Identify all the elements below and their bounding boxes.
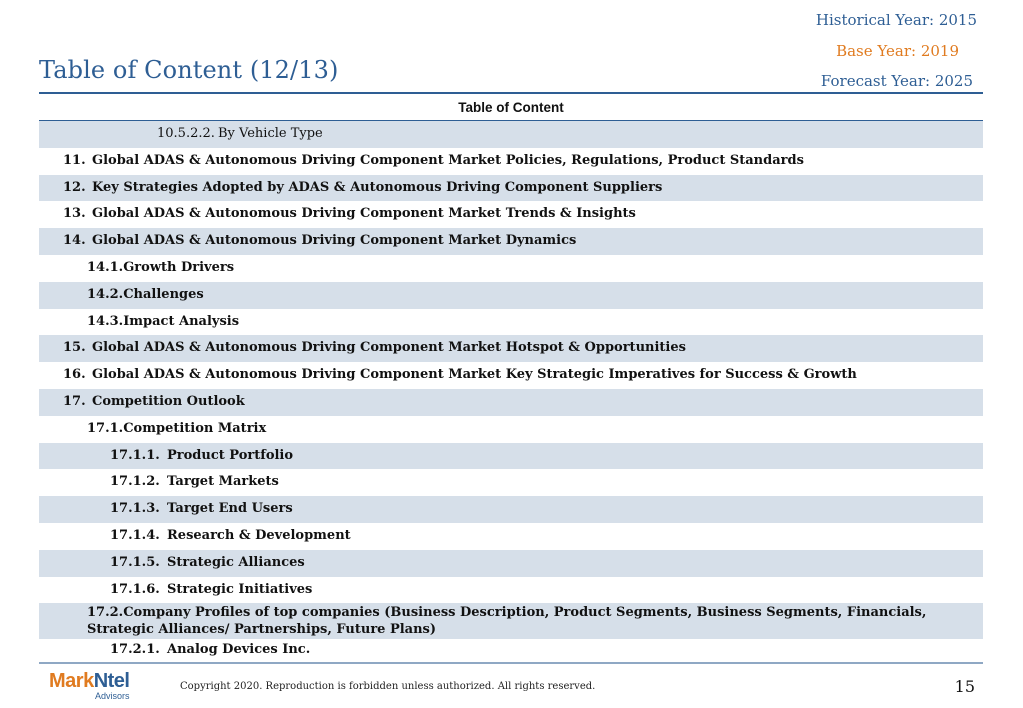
toc-row-number: 17. bbox=[63, 393, 86, 409]
toc-row-text: Target Markets bbox=[167, 474, 279, 490]
toc-row-number: 17.1.2. bbox=[110, 474, 160, 490]
toc-row-text: Product Portfolio bbox=[167, 447, 294, 463]
toc-row bbox=[39, 228, 983, 255]
toc-row-number: 14.1. bbox=[87, 259, 124, 275]
toc-row-text: Key Strategies Adopted by ADAS & Autonomous Driving Component Suppliers bbox=[92, 179, 663, 195]
toc-row-text: Company Profiles of top companies (Business Description, Product Segments, Business Segments, Financials, Strategic Alliances/ Partnerships, Future Plans) bbox=[87, 605, 927, 638]
toc-row bbox=[39, 309, 983, 336]
toc-row-text: Strategic Initiatives bbox=[167, 581, 313, 597]
toc-row-text: Global ADAS & Autonomous Driving Component Market Trends & Insights bbox=[92, 206, 636, 222]
toc-row-text: Global ADAS & Autonomous Driving Component Market Hotspot & Opportunities bbox=[92, 340, 686, 356]
toc-row-text: Global ADAS & Autonomous Driving Component Market Key Strategic Imperatives for Success & Growth bbox=[92, 367, 857, 383]
toc-row-number: 17.1. bbox=[87, 420, 124, 436]
toc-row bbox=[39, 121, 983, 148]
toc-row-number: 11. bbox=[63, 152, 86, 168]
toc-row bbox=[39, 469, 983, 496]
toc-row-text: Global ADAS & Autonomous Driving Component Market Policies, Regulations, Product Standards bbox=[92, 152, 804, 168]
forecast-year: Forecast Year: 2025 bbox=[820, 72, 973, 90]
logo-subtitle: Advisors bbox=[95, 691, 130, 701]
toc-row-number: 17.1.3. bbox=[110, 501, 160, 517]
toc-row bbox=[39, 496, 983, 523]
base-year: Base Year: 2019 bbox=[836, 42, 959, 60]
toc-row-text: Research & Development bbox=[167, 527, 351, 543]
toc-row-number: 17.1.1. bbox=[110, 447, 160, 463]
toc-list bbox=[39, 121, 983, 663]
toc-row bbox=[39, 443, 983, 470]
toc-row bbox=[39, 577, 983, 604]
toc-row-number: 13. bbox=[63, 206, 86, 222]
page-number: 15 bbox=[954, 677, 975, 696]
toc-row bbox=[39, 148, 983, 175]
toc-row-number: 14.2. bbox=[87, 286, 124, 302]
toc-row-number: 12. bbox=[63, 179, 86, 195]
toc-row bbox=[39, 201, 983, 228]
copyright-notice: Copyright 2020. Reproduction is forbidden unless authorized. All rights reserved. bbox=[180, 681, 596, 692]
toc-row-number: 17.1.4. bbox=[110, 527, 160, 543]
toc-heading: Table of Content bbox=[458, 100, 564, 115]
toc-row-text: Growth Drivers bbox=[123, 259, 235, 275]
toc-row-text: Impact Analysis bbox=[123, 313, 240, 329]
toc-row bbox=[39, 550, 983, 577]
toc-row-text: Analog Devices Inc. bbox=[167, 642, 311, 658]
toc-row bbox=[39, 362, 983, 389]
toc-row-text: Global ADAS & Autonomous Driving Component Market Dynamics bbox=[92, 233, 577, 249]
toc-row-text: Strategic Alliances bbox=[167, 554, 305, 570]
toc-row-number: 10.5.2.2. bbox=[157, 126, 215, 141]
toc-row bbox=[39, 335, 983, 362]
toc-row bbox=[39, 603, 983, 639]
toc-row-number: 15. bbox=[63, 340, 86, 356]
logo-wordmark-part2: Ntel bbox=[93, 670, 130, 692]
toc-row bbox=[39, 523, 983, 550]
toc-row-number: 16. bbox=[63, 367, 86, 383]
toc-row-number: 14.3. bbox=[87, 313, 124, 329]
toc-row-number: 17.2.1. bbox=[110, 642, 160, 658]
toc-row-text: Challenges bbox=[123, 286, 204, 302]
toc-row-text: By Vehicle Type bbox=[218, 126, 323, 141]
toc-row bbox=[39, 416, 983, 443]
toc-row-text: Competition Outlook bbox=[92, 393, 245, 409]
toc-row-number: 17.1.6. bbox=[110, 581, 160, 597]
toc-row-number: 17.2. bbox=[87, 605, 124, 621]
footer-divider bbox=[39, 662, 983, 664]
logo-wordmark-part1: Mark bbox=[49, 670, 94, 692]
page-title: Table of Content (12/13) bbox=[39, 56, 339, 84]
toc-row bbox=[39, 389, 983, 416]
toc-row bbox=[39, 175, 983, 202]
markntel-logo bbox=[49, 671, 139, 703]
toc-row bbox=[39, 639, 983, 663]
logo-wordmark bbox=[49, 671, 139, 691]
toc-row-text: Target End Users bbox=[167, 501, 293, 517]
toc-row-text: Competition Matrix bbox=[123, 420, 267, 436]
toc-row bbox=[39, 282, 983, 309]
title-divider bbox=[39, 92, 983, 94]
historical-year: Historical Year: 2015 bbox=[815, 11, 977, 29]
toc-row-number: 14. bbox=[63, 233, 86, 249]
toc-row-number: 17.1.5. bbox=[110, 554, 160, 570]
toc-row bbox=[39, 255, 983, 282]
